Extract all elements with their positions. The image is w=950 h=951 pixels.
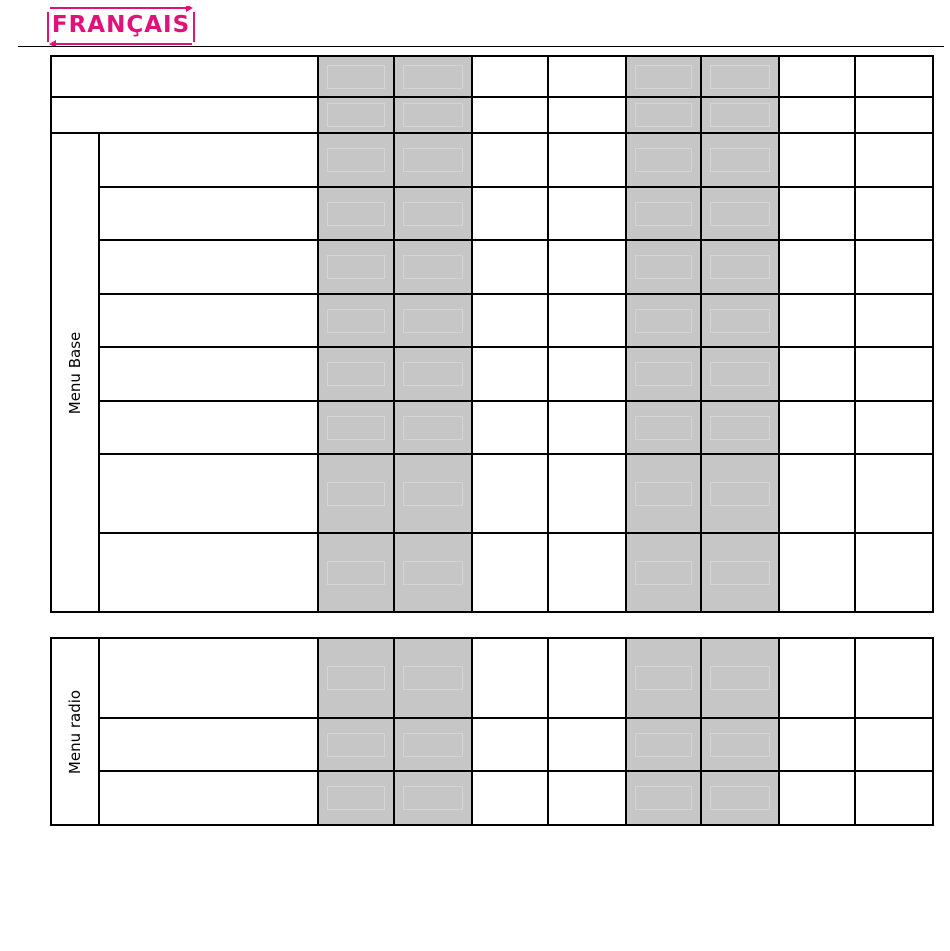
shaded-cell	[701, 454, 779, 533]
table-header-row	[51, 97, 933, 133]
table-row	[51, 718, 933, 771]
table-cell	[855, 533, 933, 612]
shaded-cell	[701, 187, 779, 240]
shaded-cell	[394, 187, 472, 240]
table-cell	[779, 771, 855, 825]
table-cell	[548, 187, 626, 240]
table-cell	[472, 56, 548, 97]
table-cell	[855, 56, 933, 97]
shaded-cell	[626, 401, 701, 454]
shaded-cell	[394, 97, 472, 133]
language-label: FRANÇAIS	[51, 12, 191, 38]
section-label-cell	[51, 638, 99, 825]
table-cell	[855, 771, 933, 825]
shaded-cell	[318, 347, 394, 401]
table-cell	[855, 347, 933, 401]
row-label-cell	[99, 771, 318, 825]
table-cell	[779, 187, 855, 240]
table-row	[51, 347, 933, 401]
shaded-cell	[318, 133, 394, 187]
shaded-cell	[318, 187, 394, 240]
row-label-cell	[99, 133, 318, 187]
table-cell	[779, 718, 855, 771]
section-label-cell	[51, 133, 99, 612]
table-cell	[855, 638, 933, 718]
header-cell	[51, 97, 318, 133]
menu-base-table	[50, 55, 934, 613]
table-cell	[855, 718, 933, 771]
shaded-cell	[626, 240, 701, 294]
shaded-cell	[394, 401, 472, 454]
table-cell	[779, 638, 855, 718]
table-cell	[779, 133, 855, 187]
row-label-cell	[99, 401, 318, 454]
table-cell	[779, 56, 855, 97]
table-cell	[472, 638, 548, 718]
shaded-cell	[626, 294, 701, 347]
table-cell	[548, 718, 626, 771]
table-cell	[779, 401, 855, 454]
shaded-cell	[318, 401, 394, 454]
shaded-cell	[394, 56, 472, 97]
shaded-cell	[701, 294, 779, 347]
shaded-cell	[318, 240, 394, 294]
shaded-cell	[318, 454, 394, 533]
language-badge	[46, 6, 196, 46]
shaded-cell	[318, 771, 394, 825]
table-cell	[779, 533, 855, 612]
table-cell	[472, 718, 548, 771]
row-label-cell	[99, 294, 318, 347]
table-row	[51, 401, 933, 454]
row-label-cell	[99, 533, 318, 612]
shaded-cell	[394, 347, 472, 401]
table-cell	[548, 533, 626, 612]
shaded-cell	[701, 771, 779, 825]
table-cell	[855, 97, 933, 133]
table-cell	[472, 187, 548, 240]
shaded-cell	[701, 97, 779, 133]
shaded-cell	[394, 240, 472, 294]
table-cell	[472, 240, 548, 294]
table-cell	[472, 771, 548, 825]
table-cell	[472, 294, 548, 347]
table-cell	[548, 294, 626, 347]
table-row	[51, 240, 933, 294]
table-cell	[779, 294, 855, 347]
table-row	[51, 454, 933, 533]
shaded-cell	[626, 533, 701, 612]
header-divider	[18, 46, 944, 47]
table-cell	[548, 56, 626, 97]
section-label: Menu Base	[66, 331, 84, 414]
shaded-cell	[318, 638, 394, 718]
shaded-cell	[626, 347, 701, 401]
row-label-cell	[99, 347, 318, 401]
shaded-cell	[626, 454, 701, 533]
row-label-cell	[99, 240, 318, 294]
table-header-row	[51, 56, 933, 97]
shaded-cell	[394, 133, 472, 187]
shaded-cell	[626, 638, 701, 718]
row-label-cell	[99, 718, 318, 771]
table-cell	[548, 97, 626, 133]
shaded-cell	[701, 347, 779, 401]
table-cell	[548, 454, 626, 533]
table-cell	[548, 638, 626, 718]
table-cell	[548, 240, 626, 294]
shaded-cell	[701, 56, 779, 97]
table-cell	[779, 454, 855, 533]
header-cell	[51, 56, 318, 97]
table-row	[51, 638, 933, 718]
table-cell	[548, 133, 626, 187]
table-cell	[472, 133, 548, 187]
table-cell	[548, 771, 626, 825]
table-cell	[779, 347, 855, 401]
table-cell	[855, 187, 933, 240]
table-cell	[855, 294, 933, 347]
shaded-cell	[626, 133, 701, 187]
table-cell	[855, 454, 933, 533]
shaded-cell	[626, 187, 701, 240]
shaded-cell	[701, 638, 779, 718]
table-row	[51, 133, 933, 187]
table-cell	[472, 347, 548, 401]
shaded-cell	[318, 533, 394, 612]
menu-radio-table	[50, 637, 934, 826]
table-cell	[855, 133, 933, 187]
shaded-cell	[318, 97, 394, 133]
shaded-cell	[394, 771, 472, 825]
shaded-cell	[701, 133, 779, 187]
table-cell	[472, 533, 548, 612]
table-cell	[472, 401, 548, 454]
table-row	[51, 771, 933, 825]
shaded-cell	[626, 97, 701, 133]
shaded-cell	[701, 718, 779, 771]
table-cell	[779, 240, 855, 294]
row-label-cell	[99, 638, 318, 718]
shaded-cell	[626, 718, 701, 771]
table-cell	[548, 347, 626, 401]
table-row	[51, 533, 933, 612]
shaded-cell	[394, 638, 472, 718]
section-label: Menu radio	[66, 689, 84, 774]
table-row	[51, 187, 933, 240]
table-cell	[855, 401, 933, 454]
shaded-cell	[318, 718, 394, 771]
shaded-cell	[394, 718, 472, 771]
shaded-cell	[701, 240, 779, 294]
table-cell	[548, 401, 626, 454]
shaded-cell	[394, 294, 472, 347]
table-row	[51, 294, 933, 347]
shaded-cell	[626, 56, 701, 97]
table-cell	[855, 240, 933, 294]
shaded-cell	[701, 533, 779, 612]
shaded-cell	[318, 294, 394, 347]
shaded-cell	[394, 454, 472, 533]
row-label-cell	[99, 187, 318, 240]
shaded-cell	[394, 533, 472, 612]
table-cell	[779, 97, 855, 133]
shaded-cell	[318, 56, 394, 97]
row-label-cell	[99, 454, 318, 533]
shaded-cell	[701, 401, 779, 454]
table-cell	[472, 454, 548, 533]
table-cell	[472, 97, 548, 133]
shaded-cell	[626, 771, 701, 825]
